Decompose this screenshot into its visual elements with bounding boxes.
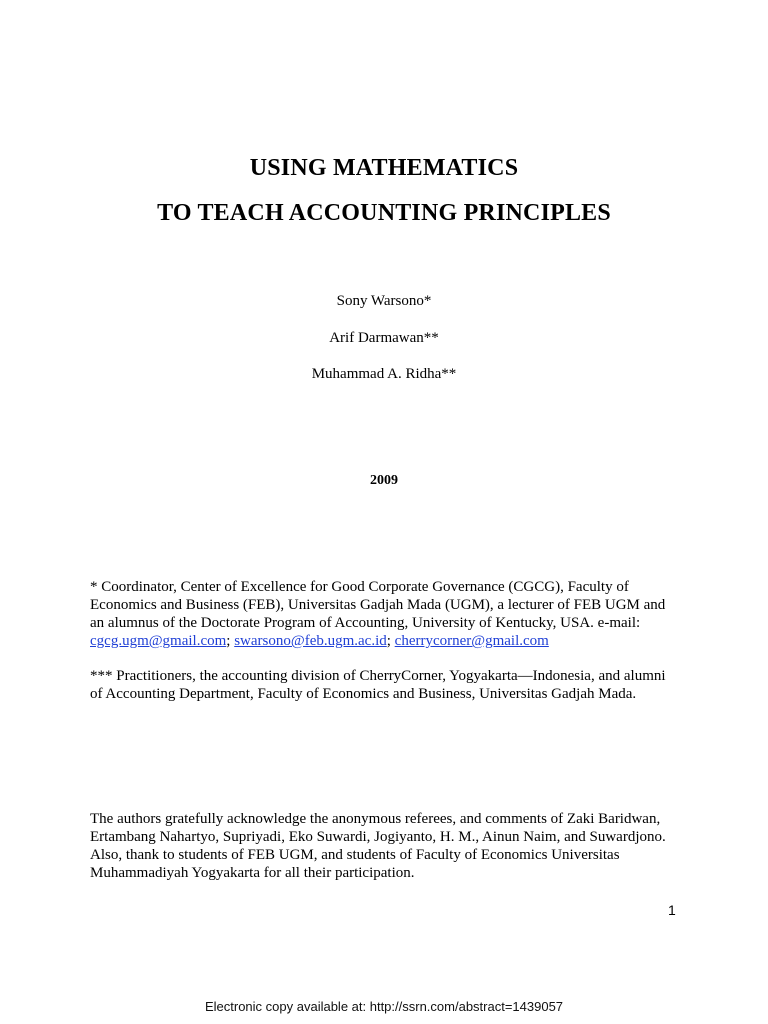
author-3: Muhammad A. Ridha** xyxy=(311,366,457,382)
author-2: Arif Darmawan** xyxy=(329,330,439,346)
affiliation-line: Economics and Business (FEB), Universitas Gadjah Mada (UGM), a lecturer of FEB UGM and xyxy=(90,597,666,613)
acknowledgement-line: Ertambang Nahartyo, Supriyadi, Eko Suwardi, Jogiyanto, H. M., Ainun Naim, and Suwardjono. xyxy=(90,829,666,845)
email-link-cgcg[interactable]: cgcg.ugm@gmail.com xyxy=(90,633,227,649)
affiliation-line: an alumnus of the Doctorate Program of Accounting, University of Kentucky, USA. e-mail: xyxy=(90,615,641,631)
paper-title-line-2: TO TEACH ACCOUNTING PRINCIPLES xyxy=(157,200,611,226)
author-1: Sony Warsono* xyxy=(336,293,432,309)
email-separator: ; xyxy=(386,633,395,649)
affiliation-practitioners xyxy=(90,667,690,703)
affiliation-line: * Coordinator, Center of Excellence for Good Corporate Governance (CGCG), Faculty of xyxy=(90,579,629,595)
affiliation-line: *** Practitioners, the accounting division of CherryCorner, Yogyakarta—Indonesia, and alumni xyxy=(90,668,666,684)
email-link-swarsono[interactable]: swarsono@feb.ugm.ac.id xyxy=(234,633,387,649)
affiliation-coordinator xyxy=(90,578,690,650)
email-link-cherrycorner[interactable]: cherrycorner@gmail.com xyxy=(394,633,549,649)
email-separator: ; xyxy=(226,633,235,649)
ssrn-footer: Electronic copy available at: http://ssrn.com/abstract=1439057 xyxy=(204,999,564,1014)
paper-title-line-1: USING MATHEMATICS xyxy=(249,155,519,181)
acknowledgement-line: The authors gratefully acknowledge the anonymous referees, and comments of Zaki Baridwan, xyxy=(90,811,661,827)
acknowledgement xyxy=(90,810,690,882)
page-number: 1 xyxy=(668,902,676,918)
acknowledgement-line: Also, thank to students of FEB UGM, and students of Faculty of Economics Universitas xyxy=(90,847,620,863)
email-list xyxy=(90,632,690,650)
acknowledgement-line: Muhammadiyah Yogyakarta for all their participation. xyxy=(90,865,415,881)
affiliation-line: of Accounting Department, Faculty of Economics and Business, Universitas Gadjah Mada. xyxy=(90,686,637,702)
publication-year: 2009 xyxy=(370,473,398,488)
